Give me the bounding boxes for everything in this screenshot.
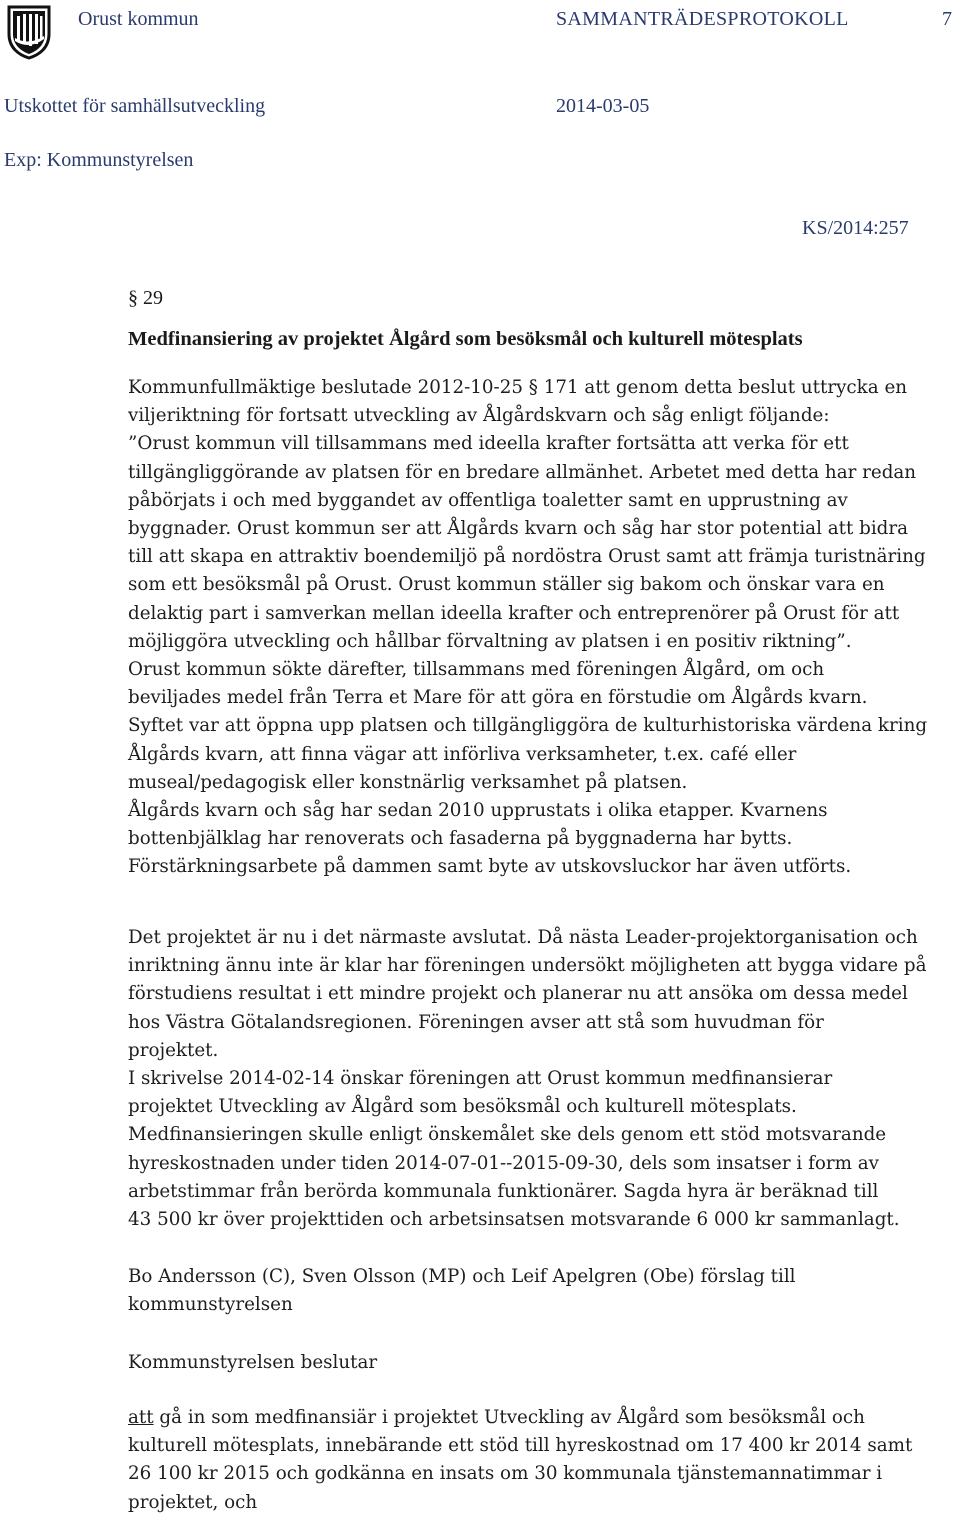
section-number-value: 29	[143, 287, 163, 309]
text-line: 26 100 kr 2015 och godkänna en insats om 30 kommunala tjänstemannatimmar i	[128, 1463, 883, 1485]
meeting-date: 2014-03-05	[556, 95, 650, 117]
document-type: SAMMANTRÄDESPROTOKOLL	[556, 8, 849, 30]
municipal-coat-of-arms-icon	[6, 4, 52, 60]
text-line: inriktning ännu inte är klar har föreningen undersökt möjligheten att bygga vidare på	[128, 955, 927, 977]
committee-name: Utskottet för samhällsutveckling	[4, 95, 266, 117]
text-line: hyreskostnaden under tiden 2014-07-01--2015-09-30, dels som insatser i form av	[128, 1152, 879, 1174]
text-line: kulturell mötesplats, innebärande ett stöd till hyreskostnad om 17 400 kr 2014 samt	[128, 1435, 913, 1457]
text-line: Ålgårds kvarn, att finna vägar att införliva verksamheter, t.ex. café eller	[128, 743, 797, 765]
expedition-line: Exp: Kommunstyrelsen	[4, 149, 194, 171]
text-line: tillgängliggörande av platsen för en bredare allmänhet. Arbetet med detta har redan	[128, 461, 917, 483]
text-line: Förstärkningsarbete på dammen samt byte av utskovsluckor har även utförts.	[128, 856, 852, 878]
decision-heading	[128, 1349, 956, 1377]
section-symbol: §	[128, 287, 138, 309]
case-number: KS/2014:257	[802, 217, 909, 239]
text-line: museal/pedagogisk eller konstnärlig verksamhet på platsen.	[128, 771, 688, 793]
text-line: Ålgårds kvarn och såg har sedan 2010 upprustats i olika etapper. Kvarnens	[128, 800, 828, 822]
text-line: 43 500 kr över projekttiden och arbetsinsatsen motsvarande 6 000 kr sammanlagt.	[128, 1209, 900, 1231]
text-line: beviljades medel från Terra et Mare för att göra en förstudie om Ålgårds kvarn.	[128, 687, 868, 709]
text-line: Medfinansieringen skulle enligt önskemålet ske dels genom ett stöd motsvarande	[128, 1124, 887, 1146]
page-number: 7	[942, 8, 952, 30]
project-text	[128, 924, 956, 1234]
att-keyword: att	[128, 1407, 154, 1428]
text-line: kommunstyrelsen	[128, 1294, 293, 1316]
proposal-text	[128, 1263, 956, 1319]
text-line: projektet.	[128, 1039, 219, 1061]
decision-text	[128, 1404, 956, 1517]
background-text	[128, 374, 956, 882]
text-line: delaktig part i samverkan mellan ideella krafter och entreprenörer på Orust för att	[128, 602, 900, 624]
text-line: Kommunstyrelsen beslutar	[128, 1352, 378, 1373]
text-line: viljeriktning för fortsatt utveckling av Ålgårdskvarn och såg enligt följande:	[128, 405, 830, 427]
text-line: I skrivelse 2014-02-14 önskar föreningen att Orust kommun medfinansierar	[128, 1068, 833, 1090]
text-line: Det projektet är nu i det närmaste avslutat. Då nästa Leader-projektorganisation och	[128, 927, 918, 948]
text-line: till att skapa en attraktiv boendemiljö på nordöstra Orust samt att främja turistnäring	[128, 546, 926, 568]
decision-line: gå in som medfinansiär i projektet Utveckling av Ålgård som besöksmål och	[153, 1407, 865, 1428]
text-line: arbetstimmar från berörda kommunala funktionärer. Sagda hyra är beräknad till	[128, 1180, 879, 1202]
text-line: bottenbjälklag har renoverats och fasaderna på byggnaderna har bytts.	[128, 828, 793, 850]
text-line: Kommunfullmäktige beslutade 2012-10-25 § 171 att genom detta beslut uttrycka en	[128, 377, 908, 398]
text-line: projektet Utveckling av Ålgård som besöksmål och kulturell mötesplats.	[128, 1096, 797, 1118]
text-line: påbörjats i och med byggandet av offentliga toaletter samt en upprustning av	[128, 489, 848, 511]
text-line: som ett besöksmål på Orust. Orust kommun ställer sig bakom och önskar vara en	[128, 574, 885, 596]
text-line: hos Västra Götalandsregionen. Föreningen avser att stå som huvudman för	[128, 1011, 824, 1033]
text-line: Orust kommun sökte därefter, tillsammans med föreningen Ålgård, om och	[128, 659, 825, 681]
text-line: Syftet var att öppna upp platsen och tillgängliggöra de kulturhistoriska värdena kring	[128, 715, 928, 737]
text-line	[128, 1404, 956, 1432]
section-number	[128, 288, 163, 308]
text-line: Bo Andersson (C), Sven Olsson (MP) och Leif Apelgren (Obe) förslag till	[128, 1266, 796, 1287]
section-title: Medfinansiering av projektet Ålgård som besöksmål och kulturell mötesplats	[128, 328, 803, 350]
text-line: ”Orust kommun vill tillsammans med ideella krafter fortsätta att verka för ett	[128, 433, 849, 455]
text-line: förstudiens resultat i ett mindre projekt och planerar nu att ansöka om dessa medel	[128, 983, 908, 1005]
text-line: byggnader. Orust kommun ser att Ålgårds kvarn och såg har stor potential att bidra	[128, 518, 909, 540]
org-name: Orust kommun	[78, 8, 199, 30]
text-line: möjliggöra utveckling och hållbar förvaltning av platsen i en positiv riktning”.	[128, 630, 852, 652]
text-line: projektet, och	[128, 1491, 258, 1513]
